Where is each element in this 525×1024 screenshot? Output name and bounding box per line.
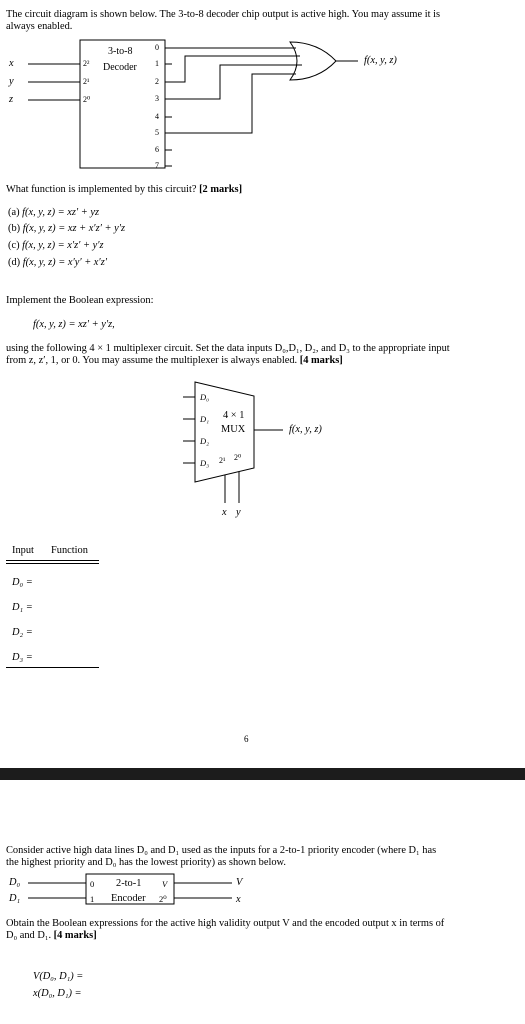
q2-expression: f(x, y, z) = xz′ + y′z, [33,319,115,330]
table-row-d3: D₃ = [12,652,33,663]
encoder-pin-1: 1 [90,894,95,904]
page-number: 6 [244,734,249,744]
q2-instr-1: using the following 4 × 1 multiplexer circuit. Set the data inputs D₀,D₁, D₂, and D₃ to the appropriate input [6,343,450,354]
input-z-label: z [9,94,14,105]
q1-prompt: What function is implemented by this circuit? [2 marks] [6,184,243,195]
mux-select-x: x [222,507,227,518]
mux-d3: D₃ [200,458,210,468]
table-row-d2: D₂ = [12,627,33,638]
mux-output-label: f(x, y, z) [289,424,322,435]
p2-intro-1: Consider active high data lines D₀ and D₁ used as the inputs for a 2-to-1 priority encoder (where D₁ has [6,845,437,856]
encoder-pin-2-0: 2⁰ [159,894,167,904]
mux-sel-1: 2¹ [219,456,226,465]
weight-2-0: 2⁰ [83,95,91,104]
decoder-out-5: 5 [155,128,159,137]
q3-line-1: Obtain the Boolean expressions for the active high validity output V and the encoded output x in terms of [6,918,445,929]
option-b: (b) f(x, y, z) = xz + x′z′ + y′z [8,223,126,234]
decoder-out-0: 0 [155,43,159,52]
weight-2-2: 2² [83,59,90,68]
mux-select-y: y [236,507,241,518]
decoder-out-6: 6 [155,145,159,154]
decoder-out-3: 3 [155,94,159,103]
q2-prompt: Implement the Boolean expression: [6,295,154,306]
answer-v: V(D₀, D₁) = [33,971,84,982]
decoder-out-4: 4 [155,112,159,121]
encoder-out-v: V [236,877,243,888]
table-row-d0: D₀ = [12,577,33,588]
encoder-pin-v: V [162,879,168,889]
decoder-title-1: 3-to-8 [108,46,133,57]
q3-line-2: D₀ and D₁. [4 marks] [6,930,97,941]
decoder-out-1: 1 [155,59,159,68]
mux-d2: D₂ [200,436,210,446]
mux-sel-0: 2⁰ [234,453,242,462]
encoder-in-d0: D₀ [9,877,21,888]
option-d: (d) f(x, y, z) = x′y′ + x′z′ [8,257,108,268]
intro-line-1: The circuit diagram is shown below. The 3-to-8 decoder chip output is active high. You may assume it is [6,9,441,20]
answer-x: x(D₀, D₁) = [33,988,82,999]
p2-intro-2: the highest priority and D₀ has the lowest priority) as shown below. [6,857,286,868]
encoder-in-d1: D₁ [9,893,21,904]
or-output-label: f(x, y, z) [364,55,397,66]
table-row-d1: D₁ = [12,602,33,613]
decoder-out-2: 2 [155,77,159,86]
table-header-input: Input [12,545,34,556]
option-c: (c) f(x, y, z) = x′z′ + y′z [8,240,104,251]
mux-title-1: 4 × 1 [223,410,245,421]
intro-line-2: always enabled. [6,21,73,32]
decoder-out-7: 7 [155,161,159,170]
encoder-title-2: Encoder [111,893,146,904]
mux-title-2: MUX [221,424,246,435]
encoder-pin-0: 0 [90,879,95,889]
encoder-title-1: 2-to-1 [116,878,142,889]
decoder-title-2: Decoder [103,62,137,73]
table-header-function: Function [51,545,88,556]
option-a: (a) f(x, y, z) = xz′ + yz [8,207,100,218]
encoder-out-x: x [236,894,241,905]
input-x-label: x [9,58,14,69]
mux-d0: D₀ [200,392,210,402]
input-y-label: y [9,76,14,87]
weight-2-1: 2¹ [83,77,90,86]
q2-instr-2: from z, z′, 1, or 0. You may assume the multiplexer is always enabled. [4 marks] [6,355,343,366]
mux-d1: D₁ [200,414,210,424]
